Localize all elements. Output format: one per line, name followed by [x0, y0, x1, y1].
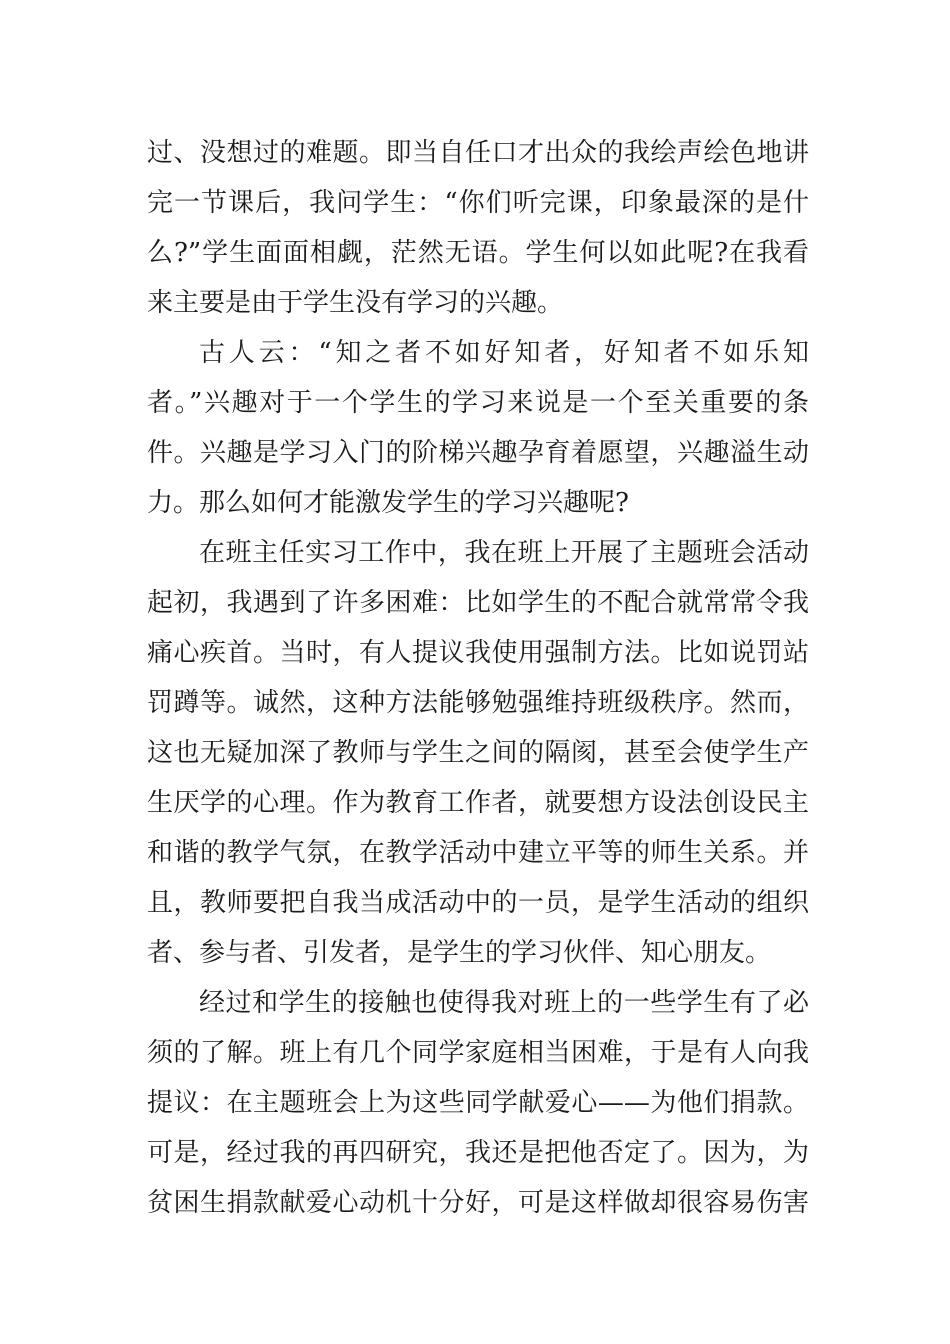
- text-line: 完一节课后，我问学生：“你们听完课，印象最深的是什: [147, 188, 809, 218]
- document-body: [147, 128, 809, 1228]
- text-line: 起初，我遇到了许多困难：比如学生的不配合就常常令我: [147, 588, 809, 618]
- text-line: 罚蹲等。诚然，这种方法能够勉强维持班级秩序。然而，: [147, 688, 809, 718]
- text-line: 件。兴趣是学习入门的阶梯兴趣孕育着愿望，兴趣溢生动: [147, 438, 809, 468]
- paragraph-3: [147, 528, 809, 978]
- text-line: 这也无疑加深了教师与学生之间的隔阂，甚至会使学生产: [147, 738, 809, 768]
- text-line: 者、参与者、引发者，是学生的学习伙伴、知心朋友。: [147, 938, 772, 968]
- text-line: 可是，经过我的再四研究，我还是把他否定了。因为，为: [147, 1138, 809, 1168]
- paragraph-4: [147, 978, 809, 1228]
- text-line: 和谐的教学气氛，在教学活动中建立平等的师生关系。并: [147, 838, 809, 868]
- text-line: 么?”学生面面相觑，茫然无语。学生何以如此呢?在我看: [147, 238, 809, 268]
- text-line: 且，教师要把自我当成活动中的一员，是学生活动的组织: [147, 888, 809, 918]
- text-line: 来主要是由于学生没有学习的兴趣。: [147, 288, 564, 318]
- text-line: 贫困生捐款献爱心动机十分好，可是这样做却很容易伤害: [147, 1188, 809, 1218]
- text-line: 过、没想过的难题。即当自任口才出众的我绘声绘色地讲: [147, 138, 809, 168]
- text-line: 提议：在主题班会上为这些同学献爱心——为他们捐款。: [147, 1088, 809, 1118]
- text-line: 力。那么如何才能激发学生的学习兴趣呢?: [147, 488, 629, 518]
- text-line: 经过和学生的接触也使得我对班上的一些学生有了必: [199, 988, 809, 1018]
- paragraph-2: [147, 328, 809, 528]
- text-line: 须的了解。班上有几个同学家庭相当困难，于是有人向我: [147, 1038, 809, 1068]
- paragraph-1: [147, 128, 809, 328]
- text-line: 生厌学的心理。作为教育工作者，就要想方设法创设民主: [147, 788, 809, 818]
- text-line: 痛心疾首。当时，有人提议我使用强制方法。比如说罚站: [147, 638, 809, 668]
- text-line: 者。”兴趣对于一个学生的学习来说是一个至关重要的条: [147, 388, 809, 418]
- text-line: 在班主任实习工作中，我在班上开展了主题班会活动: [199, 538, 809, 568]
- text-line: 古人云：“知之者不如好知者，好知者不如乐知: [199, 338, 809, 368]
